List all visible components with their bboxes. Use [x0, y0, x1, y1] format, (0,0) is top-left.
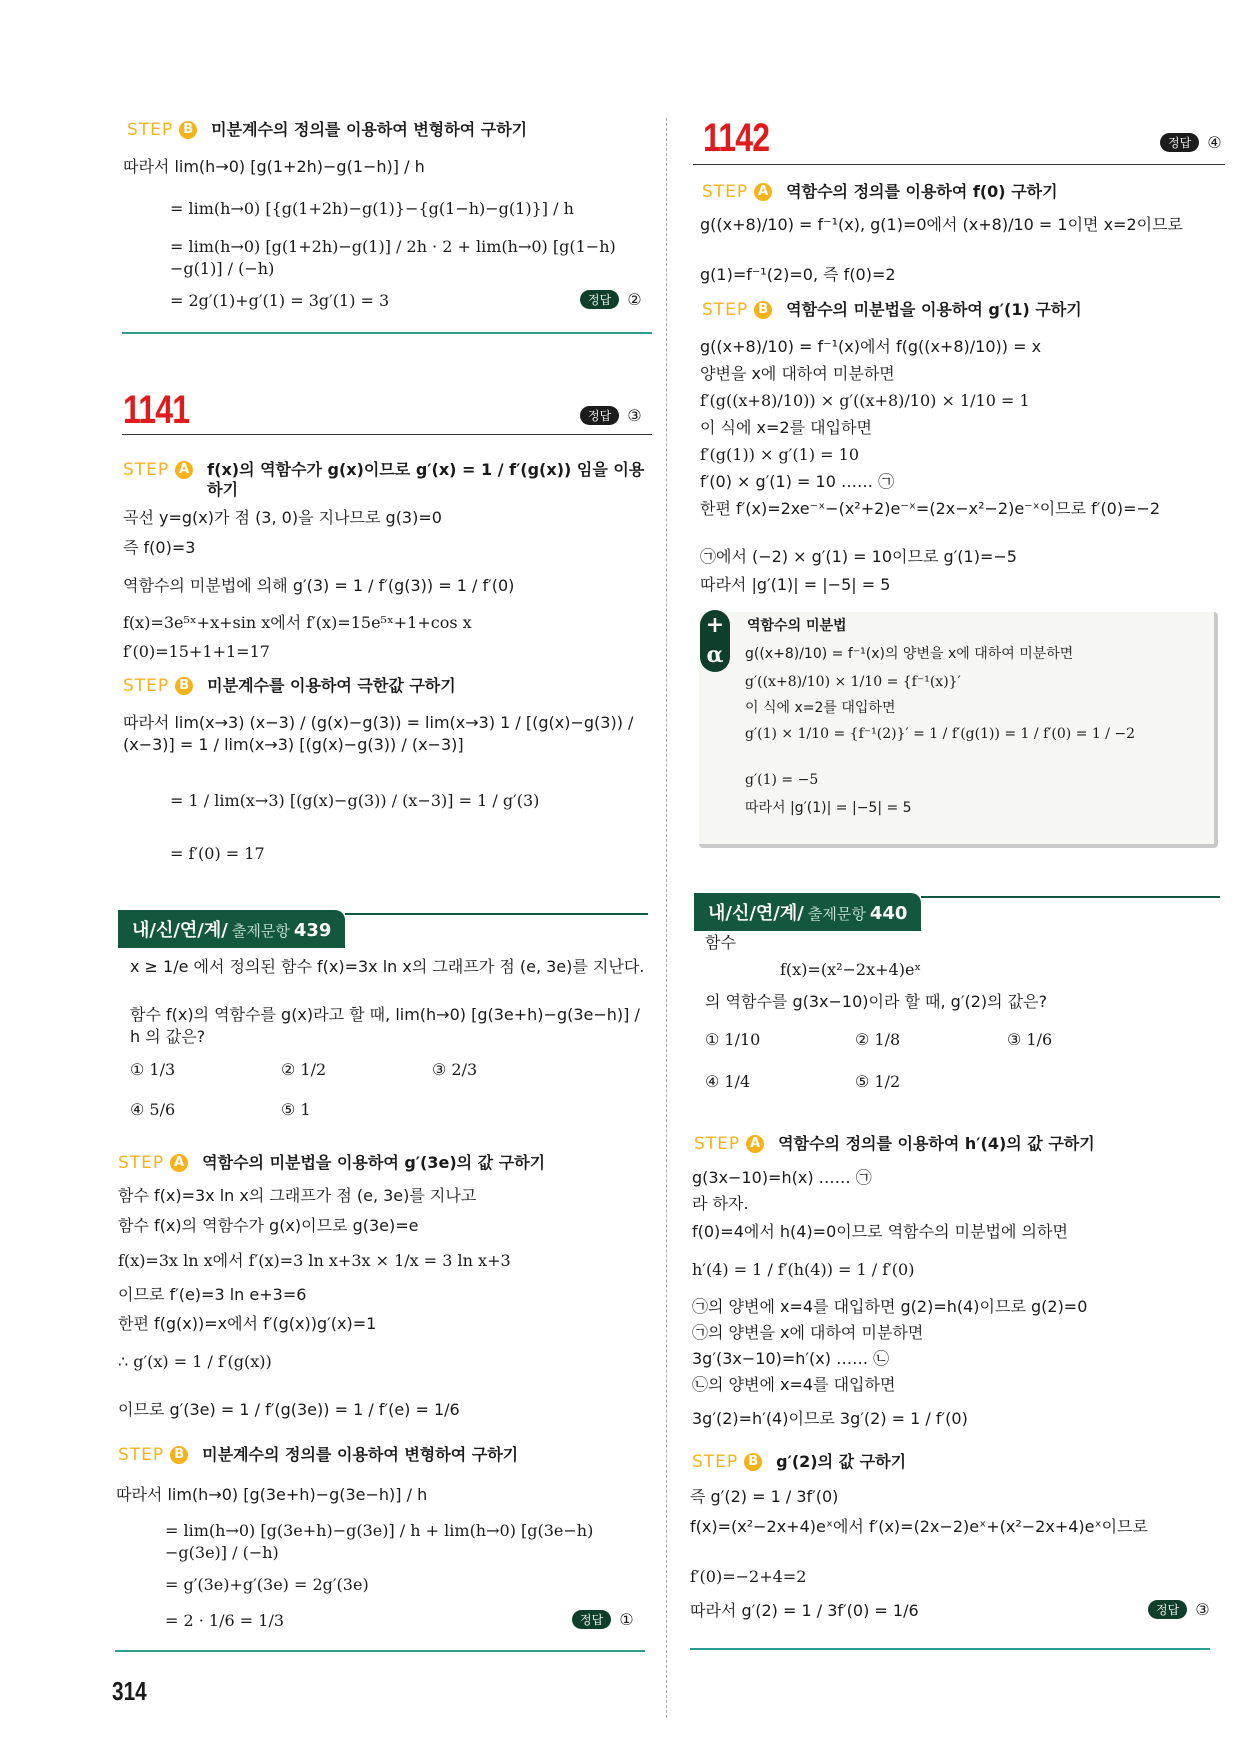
reference-number: 440: [869, 903, 908, 924]
choice-1[interactable]: ① 1/3: [130, 1060, 176, 1079]
solution-line: 따라서 lim(x→3) (x−3) / (g(x)−g(3)) = lim(x→3) 1 / [(g(x)−g(3)) / (x−3)] = 1 / lim(x→3) [(g(x)−g(3)) / (x−3)]: [123, 713, 634, 754]
solution-line: 즉 f(0)=3: [123, 538, 196, 557]
plus-alpha-icon: + α: [700, 610, 730, 672]
solution-line: f′(g((x+8)/10)) × g′((x+8)/10) × 1/10 = 1: [700, 391, 1030, 410]
step-a-header: [118, 1153, 545, 1173]
reference-problem-header: [118, 910, 648, 948]
reference-tab: [694, 893, 921, 931]
solution-line: = 1 / lim(x→3) [(g(x)−g(3)) / (x−3)] = 1 / g′(3): [170, 791, 540, 810]
problem-line: x ≥ 1/e 에서 정의된 함수 f(x)=3x ln x의 그래프가 점 (e, 3e)를 지난다.: [130, 957, 645, 976]
solution-line: 이므로 g′(3e) = 1 / f′(g(3e)) = 1 / f′(e) = 1/6: [118, 1400, 460, 1419]
solution-line: = lim(h→0) [{g(1+2h)−g(1)}−{g(1−h)−g(1)}] / h: [170, 199, 574, 218]
solution-line: 역함수의 미분법에 의해 g′(3) = 1 / f′(g(3)) = 1 / f′(0): [123, 576, 515, 595]
step-title: 미분계수를 이용하여 극한값 구하기: [207, 676, 456, 695]
answer-badge: 정답: [580, 406, 619, 425]
answer-value: ③: [1195, 1600, 1210, 1619]
reference-problem-header: [694, 893, 1220, 931]
solution-line: = 2 · 1/6 = 1/3: [165, 1611, 285, 1630]
answer-badge: 정답: [1148, 1600, 1187, 1619]
solution-line: = 2g′(1)+g′(1) = 3g′(1) = 3: [170, 291, 390, 310]
step-b-header: [127, 120, 527, 140]
tip-title: 역함수의 미분법: [747, 618, 847, 634]
step-title: 미분계수의 정의를 이용하여 변형하여 구하기: [202, 1445, 519, 1464]
tip-line: g′(1) × 1/10 = {f⁻¹(2)}′ = 1 / f′(g(1)) = 1 / f′(0) = 1 / −2: [745, 726, 1136, 742]
solution-line: 3g′(3x−10)=h′(x) …… ㉡: [692, 1349, 890, 1368]
choice-5[interactable]: ⑤ 1/2: [855, 1072, 901, 1091]
solution-line: ㉠의 양변에 x=4를 대입하면 g(2)=h(4)이므로 g(2)=0: [692, 1297, 1088, 1316]
solution-line: = lim(h→0) [g(1+2h)−g(1)] / 2h · 2 + lim(h→0) [g(1−h)−g(1)] / (−h): [170, 237, 616, 278]
step-letter-badge: A: [175, 461, 193, 479]
step-b-header: [118, 1445, 518, 1465]
reference-tab: [118, 910, 345, 948]
solution-line: 이 식에 x=2를 대입하면: [700, 418, 872, 437]
step-label: STEP: [127, 120, 174, 140]
answer-badge: 정답: [572, 1610, 611, 1629]
reference-tab-label: 내/신/연/계/: [708, 903, 804, 924]
answer-value: ①: [619, 1610, 634, 1629]
solution-line: h′(4) = 1 / f′(h(4)) = 1 / f′(0): [692, 1260, 915, 1279]
solution-line: 따라서 lim(h→0) [g(3e+h)−g(3e−h)] / h: [116, 1485, 428, 1504]
solution-line: f′(0)=−2+4=2: [690, 1567, 807, 1586]
solution-line: = lim(h→0) [g(3e+h)−g(3e)] / h + lim(h→0) [g(3e−h)−g(3e)] / (−h): [165, 1521, 594, 1562]
choice-3[interactable]: ③ 2/3: [432, 1060, 478, 1079]
solution-line: 한편 f(g(x))=x에서 f′(g(x))g′(x)=1: [118, 1314, 377, 1333]
reference-tab-sub: 출제문항: [807, 905, 866, 923]
solution-line: 라 하자.: [692, 1194, 749, 1213]
step-label: STEP: [702, 182, 749, 202]
problem-line: f(x)=(x²−2x+4)eˣ: [780, 960, 922, 979]
solution-line: g(3x−10)=h(x) …… ㉠: [692, 1168, 872, 1187]
step-letter-badge: B: [175, 677, 193, 695]
solution-line: f′(0) × g′(1) = 10 …… ㉠: [700, 472, 895, 491]
solution-line: = f′(0) = 17: [170, 844, 265, 863]
solution-line: 양변을 x에 대하여 미분하면: [700, 364, 895, 383]
reference-tab-label: 내/신/연/계/: [132, 920, 228, 941]
step-title: 미분계수의 정의를 이용하여 변형하여 구하기: [211, 120, 528, 139]
step-label: STEP: [123, 460, 170, 480]
answer-value: ②: [627, 290, 642, 309]
tip-line: 따라서 |g′(1)| = |−5| = 5: [745, 800, 912, 816]
choice-2[interactable]: ② 1/2: [281, 1060, 327, 1079]
solution-line: 즉 g′(2) = 1 / 3f′(0): [690, 1487, 839, 1506]
solution-line: 따라서 lim(h→0) [g(1+2h)−g(1−h)] / h: [123, 157, 425, 176]
solution-line: ∴ g′(x) = 1 / f′(g(x)): [118, 1352, 272, 1371]
section-rule: [122, 434, 652, 435]
step-label: STEP: [694, 1134, 741, 1154]
solution-line: f(x)=(x²−2x+4)eˣ에서 f′(x)=(2x−2)eˣ+(x²−2x+4)eˣ이므로: [690, 1517, 1148, 1536]
tip-line: 이 식에 x=2를 대입하면: [745, 700, 896, 716]
choice-3[interactable]: ③ 1/6: [1007, 1030, 1053, 1049]
step-b-header: [123, 676, 456, 696]
solution-line: 함수 f(x)의 역함수가 g(x)이므로 g(3e)=e: [118, 1216, 419, 1235]
step-label: STEP: [692, 1452, 739, 1472]
page-number: 314: [112, 1676, 147, 1706]
choice-1[interactable]: ① 1/10: [705, 1030, 761, 1049]
step-letter-badge: A: [746, 1135, 764, 1153]
step-label: STEP: [702, 300, 749, 320]
solution-line: 따라서 |g′(1)| = |−5| = 5: [700, 575, 891, 594]
step-label: STEP: [118, 1153, 165, 1173]
choice-4[interactable]: ④ 5/6: [130, 1100, 176, 1119]
solution-line: g((x+8)/10) = f⁻¹(x)에서 f(g((x+8)/10)) = x: [700, 337, 1042, 356]
solution-line: 곡선 y=g(x)가 점 (3, 0)을 지나므로 g(3)=0: [123, 508, 442, 527]
step-title: f(x)의 역함수가 g(x)이므로 g′(x) = 1 / f′(g(x)) 임을 이용하기: [207, 460, 645, 499]
problem-number: 1141: [123, 388, 190, 432]
section-rule: [921, 896, 1220, 898]
step-letter-badge: B: [179, 121, 197, 139]
step-title: 역함수의 정의를 이용하여 f(0) 구하기: [786, 182, 1058, 201]
step-title: 역함수의 미분법을 이용하여 g′(3e)의 값 구하기: [202, 1153, 546, 1172]
answer-value: ④: [1207, 133, 1222, 152]
step-b-header: [702, 300, 1082, 320]
section-rule: [693, 164, 1225, 165]
choice-2[interactable]: ② 1/8: [855, 1030, 901, 1049]
solution-line: = g′(3e)+g′(3e) = 2g′(3e): [165, 1575, 369, 1594]
problem-line: 의 역함수를 g(3x−10)이라 할 때, g′(2)의 값은?: [705, 992, 1048, 1011]
section-rule: [690, 1648, 1210, 1650]
tip-line: g((x+8)/10) = f⁻¹(x)의 양변을 x에 대하여 미분하면: [745, 646, 1074, 662]
choice-5[interactable]: ⑤ 1: [281, 1100, 311, 1119]
section-rule: [345, 913, 648, 915]
solution-line: f′(0)=15+1+1=17: [123, 642, 270, 661]
step-letter-badge: B: [170, 1446, 188, 1464]
step-letter-badge: B: [744, 1453, 762, 1471]
solution-line: 따라서 g′(2) = 1 / 3f′(0) = 1/6: [690, 1601, 919, 1620]
step-a-header: [702, 182, 1058, 202]
solution-line: 한편 f′(x)=2xe⁻ˣ−(x²+2)e⁻ˣ=(2x−x²−2)e⁻ˣ이므로 f′(0)=−2: [700, 499, 1161, 518]
solution-line: 함수 f(x)=3x ln x의 그래프가 점 (e, 3e)를 지나고: [118, 1186, 477, 1205]
solution-line: 이므로 f′(e)=3 ln e+3=6: [118, 1285, 307, 1304]
step-letter-badge: A: [754, 183, 772, 201]
choice-4[interactable]: ④ 1/4: [705, 1072, 751, 1091]
solution-line: f(0)=4에서 h(4)=0이므로 역함수의 미분법에 의하면: [692, 1222, 1068, 1241]
solution-line: f(x)=3e⁵ˣ+x+sin x에서 f′(x)=15e⁵ˣ+1+cos x: [123, 613, 472, 632]
step-title: 역함수의 정의를 이용하여 h′(4)의 값 구하기: [778, 1134, 1095, 1153]
step-letter-badge: A: [170, 1154, 188, 1172]
tip-line: g′((x+8)/10) × 1/10 = {f⁻¹(x)}′: [745, 674, 961, 690]
step-letter-badge: B: [754, 301, 772, 319]
problem-line: 함수: [705, 933, 736, 952]
solution-line: ㉠에서 (−2) × g′(1) = 10이므로 g′(1)=−5: [700, 547, 1017, 566]
column-divider: [666, 118, 667, 1718]
section-rule: [115, 1650, 645, 1652]
solution-line: f′(g(1)) × g′(1) = 10: [700, 445, 859, 464]
step-label: STEP: [123, 676, 170, 696]
problem-number: 1142: [703, 116, 770, 160]
problem-line: 함수 f(x)의 역함수를 g(x)라고 할 때, lim(h→0) [g(3e+h)−g(3e−h)] / h 의 값은?: [130, 1005, 640, 1046]
answer-badge: 정답: [580, 290, 619, 309]
section-rule: [122, 332, 652, 334]
solution-line: g(1)=f⁻¹(2)=0, 즉 f(0)=2: [700, 265, 896, 284]
answer-marker: [1148, 1600, 1210, 1619]
reference-number: 439: [293, 920, 332, 941]
solution-line: ㉠의 양변을 x에 대하여 미분하면: [692, 1323, 924, 1342]
tip-line: g′(1) = −5: [745, 772, 819, 788]
reference-tab-sub: 출제문항: [231, 922, 290, 940]
step-title: 역함수의 미분법을 이용하여 g′(1) 구하기: [786, 300, 1082, 319]
solution-line: 3g′(2)=h′(4)이므로 3g′(2) = 1 / f′(0): [692, 1409, 968, 1428]
answer-value: ③: [627, 406, 642, 425]
solution-line: f(x)=3x ln x에서 f′(x)=3 ln x+3x × 1/x = 3 ln x+3: [118, 1251, 511, 1270]
solution-line: ㉡의 양변에 x=4를 대입하면: [692, 1375, 896, 1394]
answer-marker: [580, 290, 642, 309]
solution-line: g((x+8)/10) = f⁻¹(x), g(1)=0에서 (x+8)/10 = 1이면 x=2이므로: [700, 215, 1183, 234]
answer-marker: [572, 1610, 634, 1629]
answer-marker: [580, 406, 642, 425]
step-a-header: [694, 1134, 1095, 1154]
step-b-header: [692, 1452, 906, 1472]
step-title: g′(2)의 값 구하기: [776, 1452, 907, 1471]
step-a-header: [123, 460, 653, 500]
answer-badge: 정답: [1160, 133, 1199, 152]
step-label: STEP: [118, 1445, 165, 1465]
answer-marker: [1160, 133, 1222, 152]
